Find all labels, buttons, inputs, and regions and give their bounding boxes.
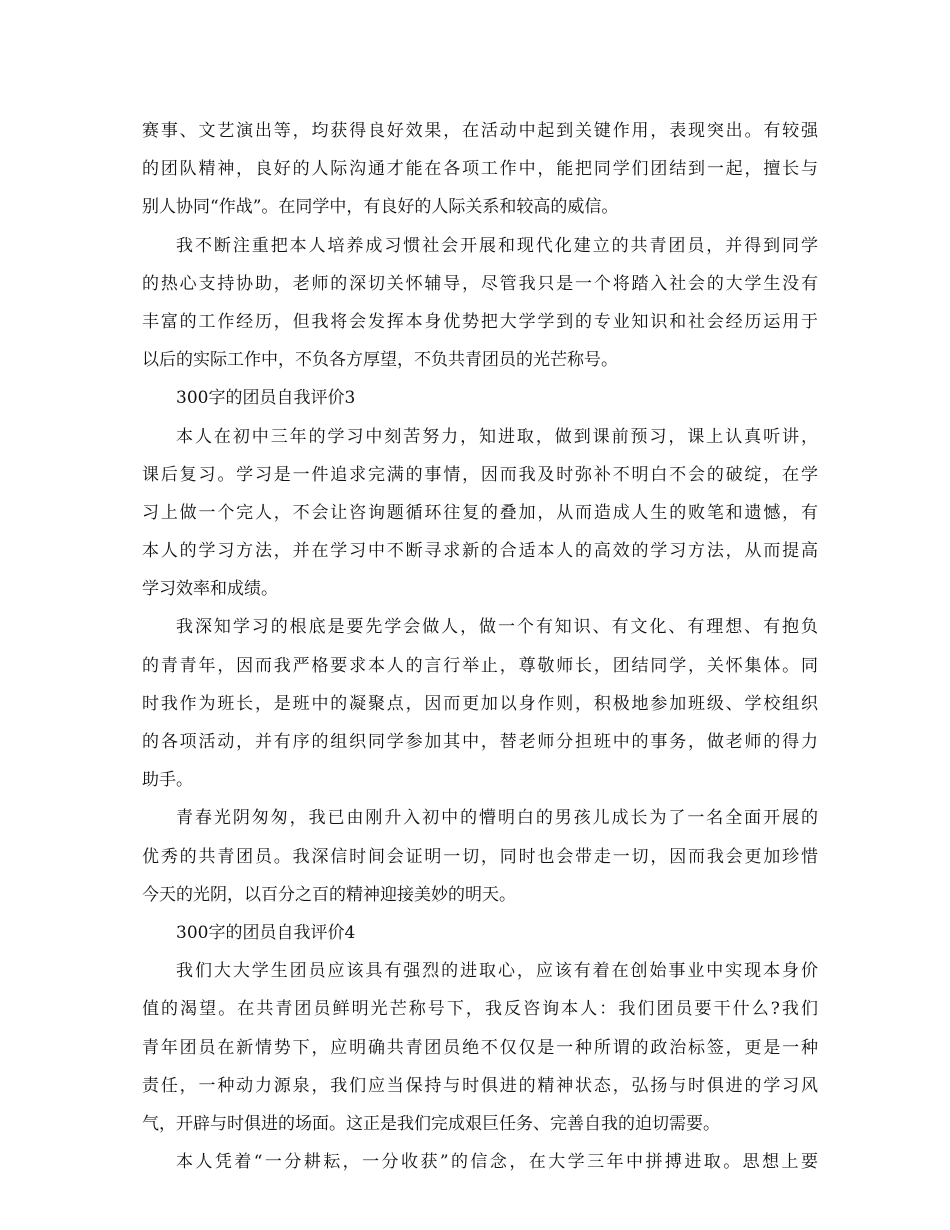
- paragraph-first-line: 我深知学习的根底是要先学会做人，做一个有知识、有文化、有理想、有抱负: [176, 617, 818, 638]
- document-body: [142, 112, 818, 1181]
- text-line: 的各项活动，并有序的组织同学参加其中，替老师分担班中的事务，做老师的得力: [142, 732, 818, 752]
- section-heading: 300字的团员自我评价4: [176, 922, 356, 943]
- text-line: 丰富的工作经历，但我将会发挥本身优势把大学学到的专业知识和社会经历运用于: [142, 311, 818, 332]
- text-line: 的团队精神，良好的人际沟通才能在各项工作中，能把同学们团结到一起，擅长与: [142, 159, 818, 180]
- paragraph-first-line: 青春光阴匆匆，我已由刚升入初中的懵明白的男孩儿成长为了一名全面开展的: [176, 808, 818, 829]
- text-line: 值的渴望。在共青团员鲜明光芒称号下，我反咨询本人：我们团员要干什么?我们: [142, 999, 818, 1020]
- paragraph-first-line: 本人凭着“一分耕耘，一分收获”的信念，在大学三年中拼搏进取。思想上要: [176, 1152, 818, 1173]
- text-line: 学习效率和成绩。: [142, 579, 278, 600]
- text-line: 习上做一个完人，不会让咨询题循环往复的叠加，从而造成人生的败笔和遗憾，有: [142, 502, 818, 523]
- paragraph-first-line: 本人在初中三年的学习中刻苦努力，知进取，做到课前预习，课上认真听讲，: [176, 426, 818, 447]
- text-line: 赛事、文艺演出等，均获得良好效果，在活动中起到关键作用，表现突出。有较强: [142, 121, 818, 141]
- text-line: 的青青年，因而我严格要求本人的言行举止，尊敬师长，团结同学，关怀集体。同: [142, 655, 818, 676]
- text-line: 青年团员在新情势下，应明确共青团员绝不仅仅是一种所谓的政治标签，更是一种: [142, 1037, 818, 1058]
- text-line: 本人的学习方法，并在学习中不断寻求新的合适本人的高效的学习方法，从而提高: [142, 541, 818, 562]
- text-line: 时我作为班长，是班中的凝聚点，因而更加以身作则，积极地参加班级、学校组织: [142, 693, 818, 714]
- section-heading: 300字的团员自我评价3: [176, 388, 356, 409]
- text-line: 优秀的共青团员。我深信时间会证明一切，同时也会带走一切，因而我会更加珍惜: [142, 846, 818, 867]
- text-line: 以后的实际工作中，不负各方厚望，不负共青团员的光芒称号。: [142, 350, 618, 371]
- text-line: 的热心支持协助，老师的深切关怀辅导，尽管我只是一个将踏入社会的大学生没有: [142, 273, 818, 294]
- text-line: 今天的光阴，以百分之百的精神迎接美妙的明天。: [142, 884, 516, 905]
- text-line: 气，开辟与时俱进的场面。这正是我们完成艰巨任务、完善自我的迫切需要。: [142, 1113, 720, 1134]
- text-line: 别人协同“作战”。在同学中，有良好的人际关系和较高的威信。: [142, 197, 619, 218]
- text-line: 助手。: [142, 770, 193, 791]
- text-line: 责任，一种动力源泉，我们应当保持与时俱进的精神状态，弘扬与时俱进的学习风: [142, 1075, 818, 1096]
- paragraph-first-line: 我不断注重把本人培养成习惯社会开展和现代化建立的共青团员，并得到同学: [176, 235, 818, 256]
- paragraph-first-line: 我们大大学生团员应该具有强烈的进取心，应该有着在创始事业中实现本身价: [176, 961, 818, 982]
- text-line: 课后复习。学习是一件追求完满的事情，因而我及时弥补不明白不会的破绽，在学: [142, 464, 818, 485]
